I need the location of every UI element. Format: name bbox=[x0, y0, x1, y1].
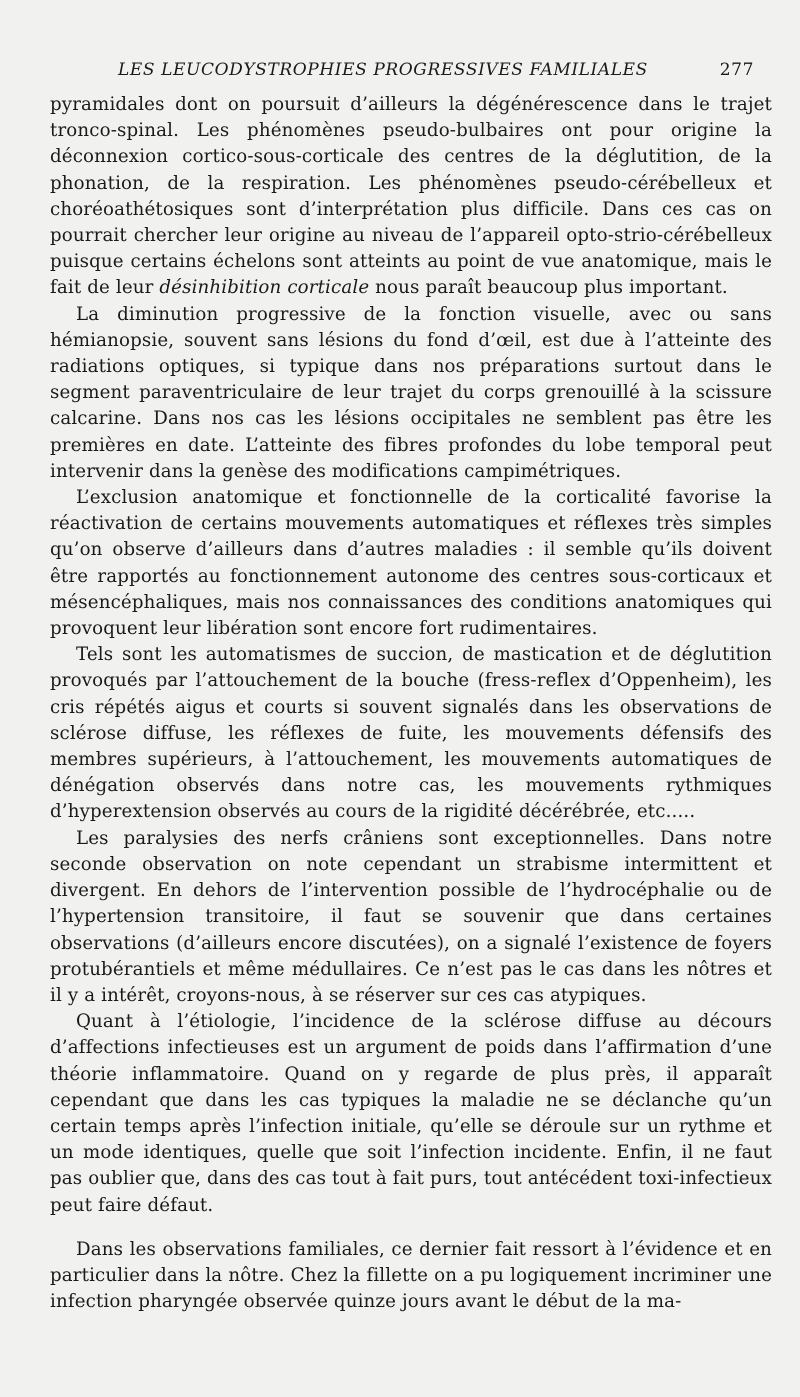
paragraph: La diminution progressive de la fonction visuelle, avec ou sans hémianopsie, souvent sans lésions du fond d’œil, est due à l’atteinte des radiations optiques, si typique dans nos préparations surtout dans le segment paraventriculaire de leur trajet du corps grenouillé à la scissure calcarine. Dans nos cas les lésions occipitales ne semblent pas être les premières en date. L’atteinte des fibres profondes du lobe temporal peut intervenir dans la genèse des modifications campimétriques. bbox=[50, 303, 772, 482]
paragraph-text: nous paraît beaucoup plus important. bbox=[369, 277, 728, 299]
paragraph: Tels sont les automatismes de succion, de mastication et de déglutition provoqués par l’attouchement de la bouche (fress-reflex d’Oppenheim), les cris répétés aigus et courts si souvent signalés dans les observations de sclérose diffuse, les réflexes de fuite, les mouvements défensifs des membres supérieurs, à l’attouchement, les mouvements automatiques de dénégation observés dans notre cas, les mouvements rythmiques d’hyperextension observés au cours de la rigidité décérébrée, etc..... bbox=[50, 644, 772, 823]
paragraph: Dans les observations familiales, ce dernier fait ressort à l’évidence et en particulier dans la nôtre. Chez la fillette on a pu logiquement incriminer une infection pharyngée observée quinze jours avant le début de la ma- bbox=[50, 1238, 772, 1313]
page-number: 277 bbox=[719, 60, 754, 80]
paragraph: Quant à l’étiologie, l’incidence de la sclérose diffuse au décours d’affections infectieuses est un argument de poids dans l’affirmation d’une théorie inflammatoire. Quand on y regarde de plus près, il apparaît cependant que dans les cas typiques la maladie ne se déclanche qu’un certain temps après l’infection initiale, qu’elle se déroule sur un rythme et un mode identiques, quelle que soit l’infection incidente. Enfin, il ne faut pas oublier que, dans des cas tout à fait purs, tout antécédent toxi-infectieux peut faire défaut. bbox=[50, 1011, 772, 1216]
emphasis-text: désinhibition corticale bbox=[159, 277, 370, 299]
running-title: LES LEUCODYSTROPHIES PROGRESSIVES FAMILIALES bbox=[118, 60, 648, 80]
page-header bbox=[118, 60, 754, 80]
paragraph: Les paralysies des nerfs crâniens sont exceptionnelles. Dans notre seconde observation on note cependant un strabisme intermittent et divergent. En dehors de l’intervention possible de l’hydrocéphalie ou de l’hypertension transitoire, il faut se souvenir que dans certaines observations (d’ailleurs encore discutées), on a signalé l’existence de foyers protubérantiels et même médullaires. Ce n’est pas le cas dans les nôtres et il y a intérêt, croyons-nous, à se réserver sur ces cas atypiques. bbox=[50, 827, 772, 1006]
paragraph-text: pyramidales dont on poursuit d’ailleurs la dégénérescence dans le trajet tronco-spinal. Les phénomènes pseudo-bulbaires ont pour origine la déconnexion cortico-sous-corticale des centres de la déglutition, de la phonation, de la respiration. Les phénomènes pseudo-cérébelleux et choréoathétosiques sont d’interprétation plus difficile. Dans ces cas on pourrait chercher leur origine au niveau de l’appareil opto-strio-cérébelleux puisque certains échelons sont atteints au point de vue anatomique, mais le fait de leur bbox=[50, 94, 772, 299]
body-text bbox=[50, 92, 772, 1315]
paragraph-gap bbox=[50, 1219, 772, 1237]
paragraph bbox=[50, 92, 772, 302]
paragraph: L’exclusion anatomique et fonctionnelle de la corticalité favorise la réactivation de certains mouvements automatiques et réflexes très simples qu’on observe d’ailleurs dans d’autres maladies : il semble qu’ils doivent être rapportés au fonctionnement autonome des centres sous-corticaux et mésencéphaliques, mais nos connaissances des conditions anatomiques qui provoquent leur libération sont encore fort rudimentaires. bbox=[50, 487, 772, 640]
